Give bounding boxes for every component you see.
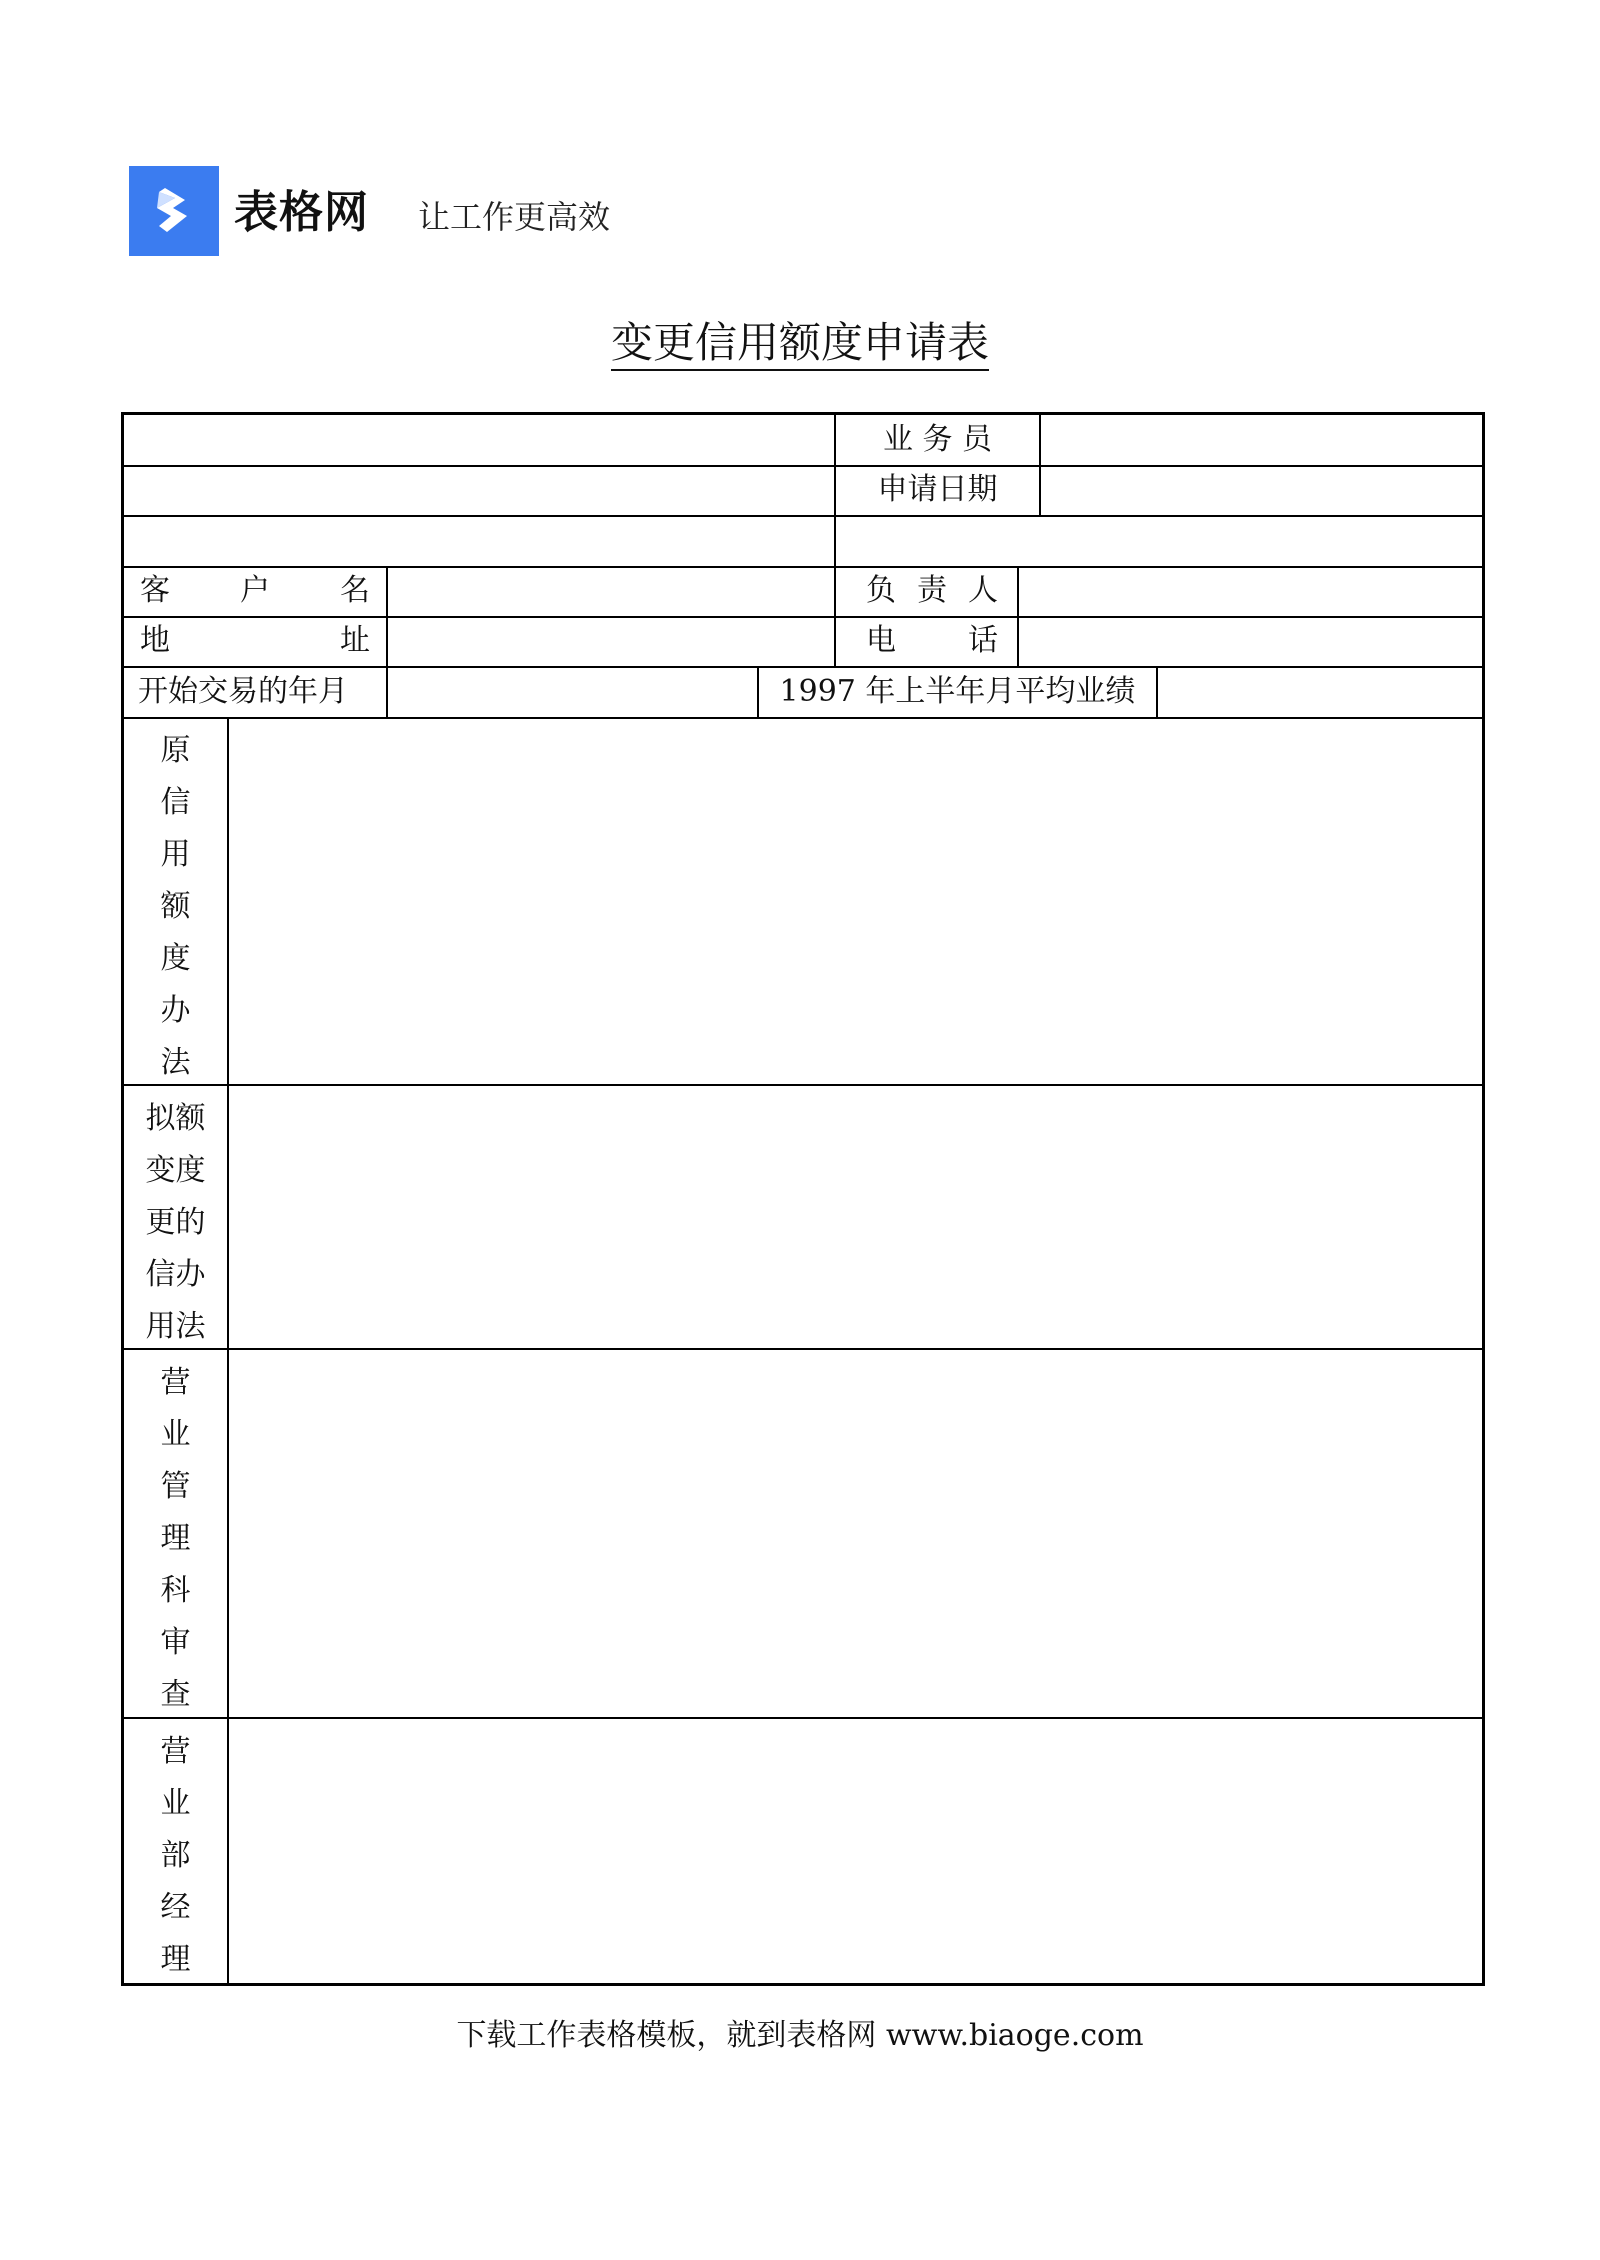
brand-logo [129, 166, 219, 256]
avg-performance-label: 1997 年上半年月平均业绩 [779, 674, 1136, 709]
owner-field[interactable] [1019, 566, 1482, 616]
address-label: 地 址 [140, 623, 370, 658]
page-title [0, 310, 1600, 370]
apply-date-field[interactable] [1041, 465, 1482, 515]
credit-change-form [121, 412, 1485, 1986]
sales-admin-review-field[interactable] [229, 1348, 1482, 1717]
apply-date-label: 申请日期 [877, 472, 998, 507]
brand-logo-icon [129, 166, 219, 256]
col-divider [834, 566, 836, 666]
salesperson-label: 业 务 员 [882, 422, 993, 457]
sales-manager-field[interactable] [229, 1717, 1482, 1983]
footer-text: 下载工作表格模板，就到表格网 www.biaoge.com [456, 2018, 1144, 2053]
salesperson-field[interactable] [1041, 415, 1482, 465]
trade-start-label: 开始交易的年月 [138, 674, 348, 709]
address-field[interactable] [388, 616, 834, 666]
sales-admin-review-label: 营 业 管 理 科 审 查 [160, 1365, 191, 1712]
brand-name: 表格网 [234, 187, 369, 238]
owner-label: 负 责 人 [866, 573, 998, 608]
trade-start-field[interactable] [388, 666, 757, 717]
phone-label: 电 话 [866, 623, 998, 658]
customer-name-label: 客 户 名 [140, 573, 370, 608]
sales-manager-label: 营 业 部 经 理 [160, 1734, 191, 1977]
row-divider [124, 515, 1482, 517]
proposed-change-field[interactable] [229, 1084, 1482, 1348]
phone-field[interactable] [1019, 616, 1482, 666]
customer-name-field[interactable] [388, 566, 834, 616]
page-title-text: 变更信用额度申请表 [611, 318, 989, 371]
original-credit-field[interactable] [229, 717, 1482, 1084]
original-credit-label: 原 信 用 额 度 办 法 [160, 733, 191, 1080]
proposed-change-label: 拟额 变度 更的 信办 用法 [145, 1101, 206, 1344]
brand-slogan: 让工作更高效 [418, 198, 611, 236]
avg-performance-field[interactable] [1158, 666, 1482, 717]
